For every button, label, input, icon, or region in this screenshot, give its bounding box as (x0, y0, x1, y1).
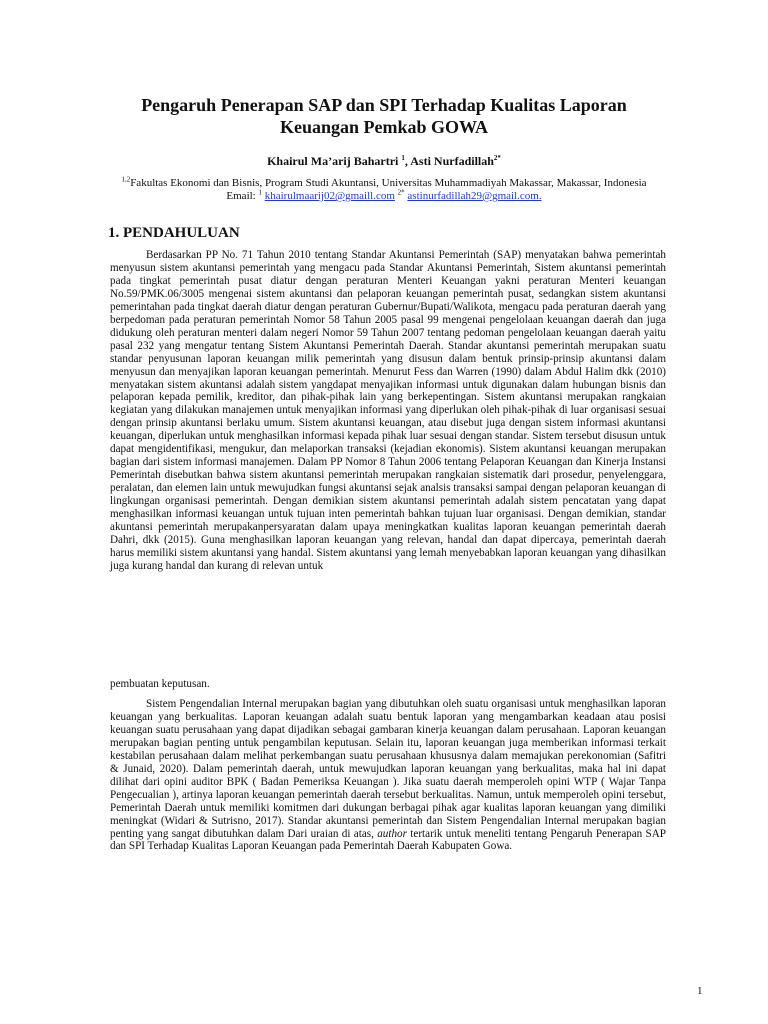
email-label: Email: (226, 190, 259, 202)
affiliation-text: Fakultas Ekonomi dan Bisnis, Program Studi Akuntansi, Universitas Muhammadiyah Makassar, Makassar, Indonesia (130, 177, 647, 189)
author-affiliation-mark: 2* (493, 154, 501, 162)
affiliation-line (100, 177, 668, 190)
email-link[interactable]: astinurfadillah29@gmail.com. (407, 190, 542, 202)
italic-term: author (377, 827, 407, 840)
author-name: Asti Nurfadillah (407, 154, 494, 168)
author-name: Khairul Ma’arij Bahartri (267, 154, 399, 168)
body-paragraph (110, 698, 666, 853)
email-mark: 1 (258, 188, 262, 197)
author-line (100, 154, 668, 168)
body-paragraph: Berdasarkan PP No. 71 Tahun 2010 tentang Standar Akuntansi Pemerintah (SAP) menyatakan bahwa pemerintah menyusun sistem akuntansi pemerintah yang mengacu pada Standar Akuntansi Pemerintah, Sistem akuntansi pemerintah pada tingkat pemerintah pusat diatur dengan peraturan Menteri Keuangan yakni peraturan Menteri keuangan No.59/PMK.06/3005 mengenai sistem akuntansi dan pelaporan keuangan pemerintah pusat, sedangkan sistem akuntansi pemerintahan pada tingkat daerah diatur dengan peraturan Gubernur/Bupati/Walikota, mengacu pada peraturan daerah yang berpedoman pada peraturan pemerintah Nomor 58 Tahun 2005 pasal 99 mengenai pengelolaan keuangan daerah dan juga didukung oleh peraturan menteri dalam negeri Nomor 59 Tahun 2007 tentang pedoman pengelolaan keuangan daerah yaitu pasal 232 yang mengatur tentang Sistem Akuntansi Pemerintah Daerah. Standar akuntansi pemerintah merupakan suatu standar penyusunan laporan keuangan milik pemerintah yang disusun dalam bentuk prinsip-prinsip akuntansi dalam menyusun dan menyajikan laporan keuangan pemerintah. Menurut Fess dan Warren (1990) dalam Abdul Halim dkk (2010) menyatakan sistem akuntansi adalah sistem yangdapat menyajikan informasi untuk digunakan dalam hubungan bisnis dan pelaporan kepada pemilik, kreditor, dan pihak-pihak lain yang berkepentingan. Sistem akuntansi merupakan rangkaian kegiatan yang dilakukan manajemen untuk menyajikan informasi yang diperlukan oleh pihak-pihak di luar organisasi sesuai dengan prinsip akuntansi berlaku umum. Sistem akuntansi keuangan, atau disebut juga dengan sistem informasi akuntansi keuangan, diperlukan untuk menghasilkan informasi kepada pihak luar sesuai dengan standar. Sistem tersebut disusun untuk dapat mengidentifikasi, mengukur, dan melaporkan transaksi (kejadian ekonomis). Sistem akuntansi keuangan merupakan bagian dari sistem informasi manajemen. Dalam PP Nomor 8 Tahun 2006 tentang Pelaporan Keuangan dan Kinerja Instansi Pemerintah disebutkan bahwa sistem akuntansi pemerintah merupakan rangkaian sistematik dari prosedur, penyelenggara, peralatan, dan elemen lain untuk mewujudkan fungsi akuntansi sejak analsis transaksi sampai dengan pelaporan keuangan di lingkungan organisasi pemerintah. Dengan demikian sistem akuntansi pemerintah adalah sistem pencatatan yang dapat menghasilkan informasi keuangan untuk tujuan inten pemerintah bahkan tujuan luar organisasi. Dengan demikian, standar akuntansi pemerintah merupakanpersyaratan dalam upaya meningkatkan kualitas laporan keuangan pemerintah daerah Dahri, dkk (2015). Guna menghasilkan laporan keuangan yang relevan, handal dan dapat dipercaya, pemerintah daerah harus memiliki sistem akuntansi yang handal. Sistem akuntansi yang lemah menyebabkan laporan keuangan yang dihasilkan juga kurang handal dan kurang di relevan untuk (110, 249, 666, 572)
email-mark: 2* (397, 188, 405, 197)
author-affiliation-mark: 1 (401, 154, 405, 162)
author-separator: , (404, 154, 408, 168)
paragraph-text: Sistem Pengendalian Internal merupakan bagian yang dibutuhkan oleh suatu organisasi untuk menghasilkan laporan keuangan yang berkualitas. Laporan keuangan adalah suatu bentuk laporan yang mengambarkan keadaan atau posisi keuangan suatu perusahaan yang dapat dijadikan sebagai gambaran kinerja keuangan dalam perusahaan. Laporan keuangan merupakan bagian penting untuk pengambilan keputusan. Selain itu, laporan keuangan juga memberikan informasi terkait kestabilan perusahaan dalam melihat perkembangan suatu perusahaan khususnya dalam memajukan perekonomian (Safitri & Junaid, 2020). Dalam pemerintah daerah, untuk mewujudkan laporan keuangan yang berkualitas, maka hal ini dapat dilihat dari opini auditor BPK ( Badan Pemeriksa Keuangan ). Jika suatu daerah memperoleh opini WTP ( Wajar Tanpa Pengecualian ), artinya laporan keuangan pemerintah daerah tersebut berkualitas. Namun, untuk memperoleh opini tersebut, Pemerintah Daerah untuk memiliki komitmen dari dukungan berbagai pihak agar kualitas laporan keuangan yang dimiliki meningkat (Widari & Sutrisno, 2017). Standar akuntansi pemerintah dan Sistem Pengendalian Internal merupakan bagian penting yang sangat dibutuhkan dalam Dari uraian di atas, (110, 698, 666, 840)
page-number: 1 (697, 985, 703, 997)
email-link[interactable]: khairulmaarij02@gmaill.com (264, 190, 395, 202)
section-heading: 1. PENDAHULUAN (108, 225, 240, 241)
email-line (100, 190, 668, 203)
paper-title: Pengaruh Penerapan SAP dan SPI Terhadap Kualitas Laporan Keuangan Pemkab GOWA (141, 95, 627, 137)
body-paragraph-tail: pembuatan keputusan. (110, 678, 210, 690)
affiliation-mark: 1,2 (121, 175, 131, 184)
paragraph-text: tertarik untuk meneliti tentang Pengaruh Penerapan SAP dan SPI Terhadap Kualitas Laporan Keuangan pada Pemerintah Daerah Kabupaten Gowa. (110, 827, 666, 853)
